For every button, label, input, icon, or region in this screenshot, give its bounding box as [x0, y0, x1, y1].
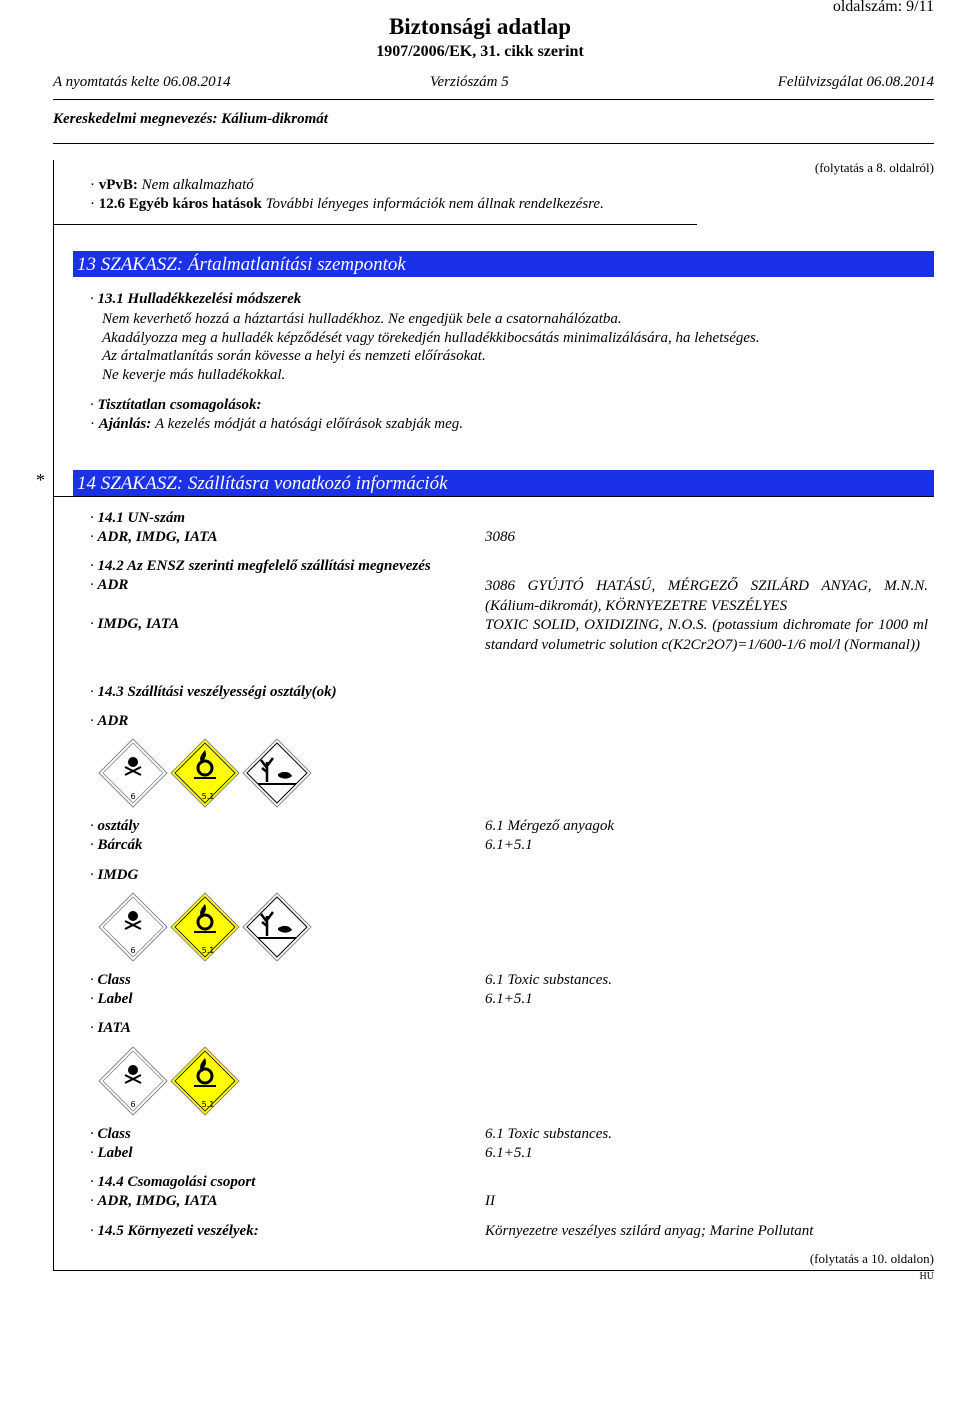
imdg-class-value: 6.1 Toxic substances.: [485, 972, 612, 988]
language-code: HU: [919, 1271, 934, 1282]
document-title: Biztonsági adatlap: [388, 14, 572, 39]
recommendation-value: A kezelés módját a hatósági előírások szabják meg.: [155, 416, 464, 432]
imdg-iata-shipping-name: TOXIC SOLID, OXIDIZING, N.O.S. (potassium dichromate for 1000 ml standard volumetric solution c(K2Cr2O7)=1/600-1/6 mol/l (Normanal)): [485, 617, 928, 653]
vpvb-row: · vPvB: Nem alkalmazható: [90, 177, 254, 193]
uncleaned-packaging-label: · Tisztítatlan csomagolások:: [90, 397, 262, 413]
continued-from: (folytatás a 8. oldalról): [814, 160, 934, 175]
imdg-label: · IMDG: [90, 867, 139, 883]
toxic-class-number: 6: [130, 1100, 136, 1109]
iata-class-label: · Class: [90, 1126, 131, 1142]
adr-label: · ADR: [90, 713, 129, 729]
toxic-class-number: 6: [130, 792, 136, 801]
revision-marker: *: [36, 470, 45, 490]
toxic-pictogram-icon: [98, 738, 168, 808]
continued-to: (folytatás a 10. oldalon): [809, 1251, 934, 1266]
section-13-title: 13 SZAKASZ: Ártalmatlanítási szempontok: [77, 254, 406, 275]
iata-class-value: 6.1 Toxic substances.: [485, 1126, 612, 1142]
section-13-1-label: · 13.1 Hulladékkezelési módszerek: [90, 291, 302, 307]
environmental-hazards-label: · 14.5 Környezeti veszélyek:: [90, 1223, 259, 1239]
page-number: oldalszám: 9/11: [832, 0, 934, 15]
iata-label: · IATA: [90, 1020, 131, 1036]
section-14-top-rule: [53, 496, 934, 497]
header-divider-top: [53, 99, 934, 100]
toxic-pictogram-icon: [98, 892, 168, 962]
adr-labels-label: · Bárcák: [90, 837, 143, 853]
toxic-pictogram-icon: [98, 1046, 168, 1116]
disposal-line-3: Az ártalmatlanítás során kövesse a helyi és nemzeti előírásokat.: [102, 348, 486, 364]
environmental-hazards-value: Környezetre veszélyes szilárd anyag; Marine Pollutant: [485, 1223, 814, 1239]
section-13-header: [73, 251, 934, 277]
header-divider-bottom: [53, 143, 934, 144]
oxidizer-pictogram-icon: [170, 1046, 240, 1116]
imdg-labels-value: 6.1+5.1: [485, 991, 533, 1007]
adr-class-value: 6.1 Mérgező anyagok: [485, 818, 614, 834]
document-subtitle: 1907/2006/EK, 31. cikk szerint: [376, 43, 584, 60]
iata-labels-value: 6.1+5.1: [485, 1145, 533, 1161]
oxidizer-class-number: 5.1: [201, 946, 215, 955]
iata-labels-label: · Label: [90, 1145, 133, 1161]
print-date: A nyomtatás kelte 06.08.2014: [53, 74, 231, 90]
hazard-class-label: · 14.3 Szállítási veszélyességi osztály(ok): [90, 684, 337, 700]
toxic-class-number: 6: [130, 946, 136, 955]
un-modes-label: · ADR, IMDG, IATA: [90, 529, 218, 545]
imdg-labels-label: · Label: [90, 991, 133, 1007]
adr-shipping-label: · ADR: [90, 577, 129, 593]
environment-pictogram-icon: [242, 738, 312, 808]
other-effects-row: · 12.6 Egyéb káros hatások További lényeges információk nem állnak rendelkezésre.: [90, 196, 604, 212]
imdg-class-label: · Class: [90, 972, 131, 988]
section-14-title: 14 SZAKASZ: Szállításra vonatkozó információk: [77, 473, 448, 494]
adr-shipping-name: 3086 GYÚJTÓ HATÁSÚ, MÉRGEZŐ SZILÁRD ANYAG, M.N.N. (Kálium-dikromát), KÖRNYEZETRE VESZÉLYES: [485, 578, 928, 614]
trade-name: Kereskedelmi megnevezés: Kálium-dikromát: [53, 111, 328, 127]
oxidizer-class-number: 5.1: [201, 792, 215, 801]
other-effects-value: További lényeges információk nem állnak rendelkezésre.: [265, 196, 604, 212]
disposal-line-1: Nem keverhető hozzá a háztartási hulladékhoz. Ne engedjük bele a csatornahálózatba.: [102, 311, 622, 327]
adr-labels-value: 6.1+5.1: [485, 837, 533, 853]
shipping-name-label: · 14.2 Az ENSZ szerinti megfelelő szállítási megnevezés: [90, 558, 431, 574]
oxidizer-pictogram-icon: [170, 892, 240, 962]
vpvb-value: Nem alkalmazható: [141, 177, 254, 193]
disposal-line-2: Akadályozza meg a hulladék képződését vagy törekedjén hulladékkibocsátás minimalizálására, ha lehetséges.: [102, 330, 760, 346]
adr-class-label: · osztály: [90, 818, 140, 834]
un-number-value: 3086: [485, 529, 515, 545]
environment-pictogram-icon: [242, 892, 312, 962]
other-effects-label: 12.6 Egyéb káros hatások: [98, 196, 262, 212]
imdg-iata-shipping-label: · IMDG, IATA: [90, 616, 180, 632]
footer-divider: [53, 1270, 934, 1271]
packing-group-value: II: [485, 1193, 495, 1209]
left-margin-rule: [53, 160, 54, 1270]
packing-group-label: · 14.4 Csomagolási csoport: [90, 1174, 256, 1190]
oxidizer-pictogram-icon: [170, 738, 240, 808]
packing-group-modes: · ADR, IMDG, IATA: [90, 1193, 218, 1209]
revision-date: Felülvizsgálat 06.08.2014: [777, 74, 934, 90]
un-number-label: · 14.1 UN-szám: [90, 510, 186, 526]
oxidizer-class-number: 5.1: [201, 1100, 215, 1109]
vpvb-label: vPvB:: [98, 177, 138, 193]
recommendation-row: · Ajánlás: A kezelés módját a hatósági előírások szabják meg.: [90, 416, 464, 432]
recommendation-label: Ajánlás:: [98, 416, 152, 432]
disposal-line-4: Ne keverje más hulladékokkal.: [102, 367, 286, 383]
section-14-header: [73, 470, 934, 496]
version: Verziószám 5: [430, 74, 509, 90]
section-12-divider: [53, 224, 697, 225]
